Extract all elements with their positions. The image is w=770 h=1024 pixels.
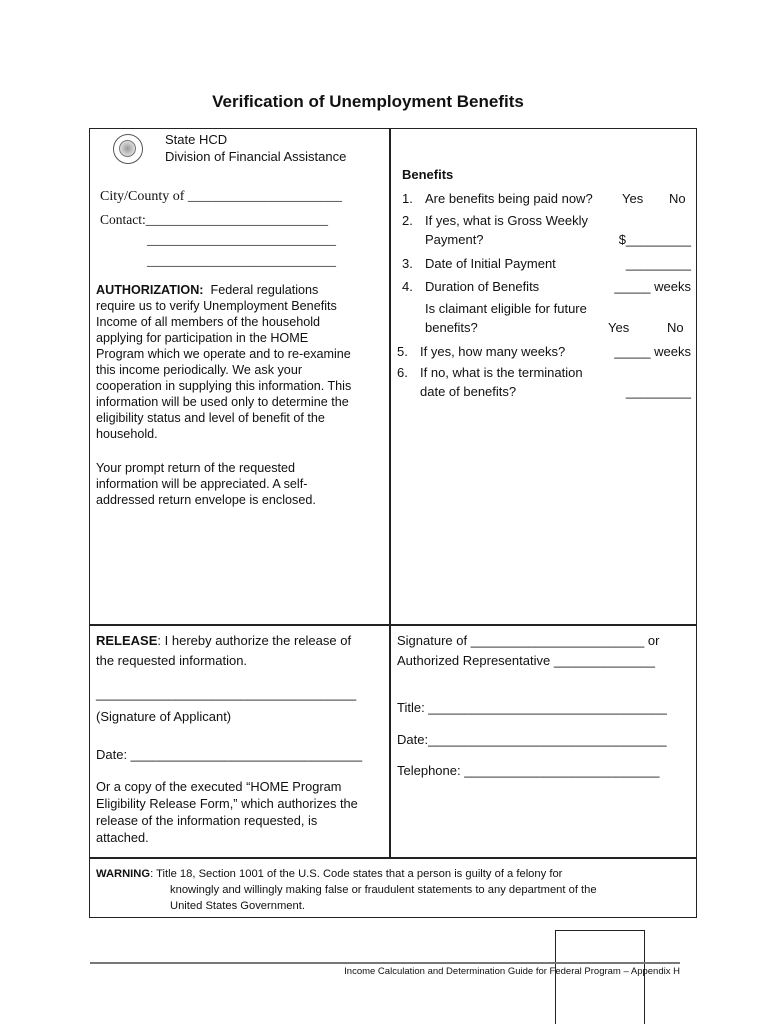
q4-weeks-field[interactable]: _____ weeks (614, 279, 691, 294)
q4b-text-line2: benefits? (425, 320, 478, 335)
agency-name: State HCD (165, 132, 228, 147)
q2-amount-field[interactable]: $_________ (618, 232, 691, 247)
q2-text-line2: Payment? (425, 232, 484, 247)
q4-number: 4. (402, 279, 413, 294)
q5-number: 5. (397, 344, 408, 359)
q6-text-line1: If no, what is the termination (420, 365, 583, 380)
q1-no-option[interactable]: No (669, 191, 686, 206)
warning-heading: WARNING (96, 868, 151, 880)
q5-weeks-field[interactable]: _____ weeks (614, 344, 691, 359)
q1-text: Are benefits being paid now? (425, 191, 593, 206)
q4-text: Duration of Benefits (425, 279, 540, 294)
page-title: Verification of Unemployment Benefits (212, 92, 524, 111)
date-field[interactable]: Date:_________________________________ (397, 732, 667, 747)
q5-text: If yes, how many weeks? (420, 344, 566, 359)
release-text: RELEASE: I hereby authorize the release of (96, 633, 352, 648)
q3-date-field[interactable]: _________ (625, 256, 691, 271)
blank-box (555, 930, 645, 1024)
benefits-heading: Benefits (402, 167, 454, 182)
column-divider (389, 129, 391, 857)
telephone-field[interactable]: Telephone: ___________________________ (397, 763, 660, 778)
q3-number: 3. (402, 256, 413, 271)
q3-text: Date of Initial Payment (425, 256, 556, 271)
section-divider-release (89, 624, 697, 626)
q4b-yes-option[interactable]: Yes (608, 320, 630, 335)
signature-field[interactable]: Signature of ________________________ or (397, 633, 660, 648)
q6-text-line2: date of benefits? (420, 384, 517, 399)
return-request-text: Your prompt return of the requested information will be appreciated. A self- addressed return envelope is enclosed. (96, 461, 316, 507)
q1-yes-option[interactable]: Yes (622, 191, 644, 206)
applicant-signature-label: (Signature of Applicant) (96, 709, 232, 724)
q2-number: 2. (402, 213, 413, 228)
city-county-field[interactable]: City/County of ______________________ (100, 189, 342, 204)
state-seal-icon (113, 134, 143, 164)
q1-number: 1. (402, 191, 413, 206)
footer-text: Income Calculation and Determination Guide for Federal Program – Appendix H (344, 966, 680, 977)
applicant-date-field[interactable]: Date: ________________________________ (96, 747, 363, 762)
warning-text: WARNING: Title 18, Section 1001 of the U.S. Code states that a person is guilty of a felony for knowingly and willingly making false or fraudulent statements to any department of the United States Government. (96, 868, 597, 912)
q6-number: 6. (397, 365, 408, 380)
section-divider-warning (89, 857, 697, 859)
authorized-representative-field[interactable]: Authorized Representative ______________ (397, 653, 656, 668)
q4b-no-option[interactable]: No (667, 320, 684, 335)
q2-text-line1: If yes, what is Gross Weekly (425, 213, 589, 228)
contact-field[interactable]: Contact:___________________________ (100, 212, 328, 227)
release-copy-text: Or a copy of the executed “HOME Program Eligibility Release Form,” which authorizes the release of the information requested, is attached. (96, 779, 358, 845)
release-heading: RELEASE (96, 633, 158, 648)
q4b-text-line1: Is claimant eligible for future (425, 301, 587, 316)
agency-division: Division of Financial Assistance (165, 149, 347, 164)
q6-date-field[interactable]: _________ (625, 384, 691, 399)
title-field[interactable]: Title: _________________________________ (397, 700, 667, 715)
contact-field-line3[interactable]: ____________________________ (147, 253, 336, 268)
authorization-text: AUTHORIZATION: Federal regulations require us to verify Unemployment Benefits Income of all members of the household applying for participation in the HOME Program which we operate and to re-examine this income periodically. We ask your cooperation in supplying this information. This information will be used only to determine the eligibility status and level of benefit of the household. (96, 283, 352, 441)
release-text-line2: the requested information. (96, 653, 248, 668)
contact-field-line2[interactable]: ____________________________ (147, 232, 336, 247)
applicant-signature-field[interactable]: ____________________________________ (96, 686, 357, 701)
authorization-heading: AUTHORIZATION: (96, 283, 204, 297)
footer-rule (90, 962, 680, 964)
